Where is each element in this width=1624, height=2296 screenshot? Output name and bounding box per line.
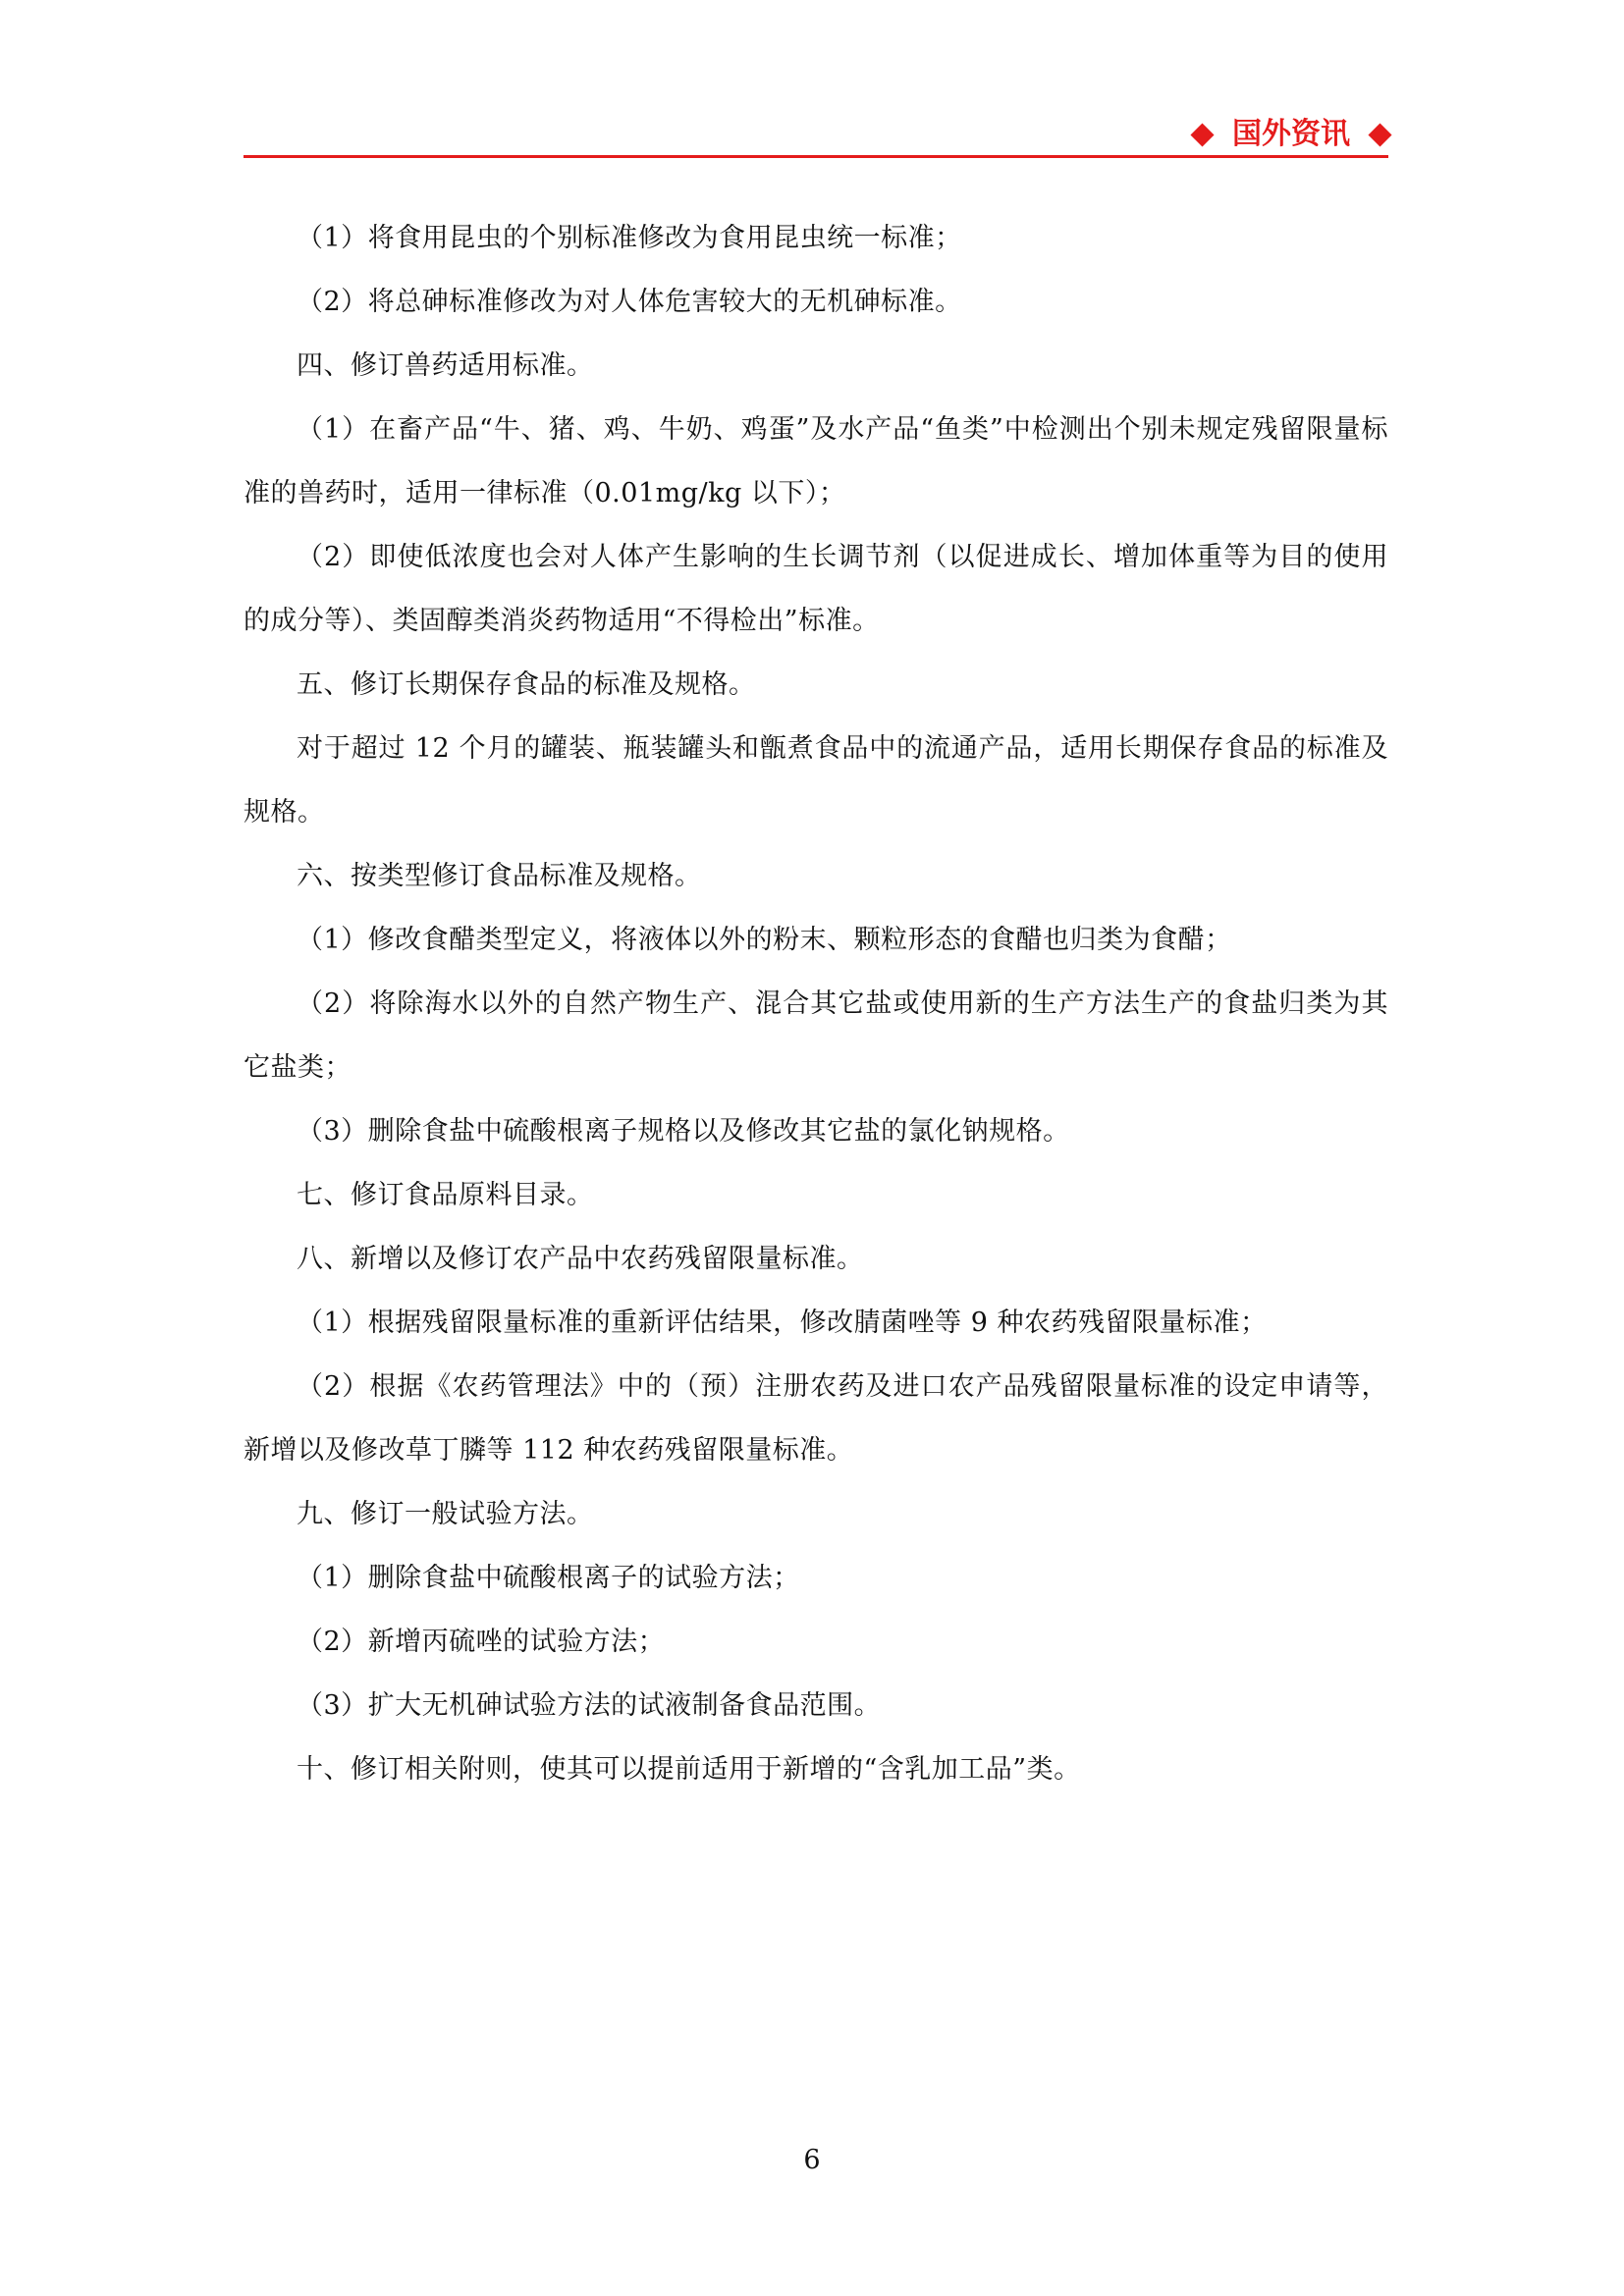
header-title-text: 国外资讯 bbox=[1232, 117, 1350, 151]
diamond-icon bbox=[1368, 123, 1391, 146]
paragraph: （1）根据残留限量标准的重新评估结果，修改腈菌唑等 9 种农药残留限量标准； bbox=[297, 1308, 1268, 1338]
paragraph: 对于超过 12 个月的罐装、瓶装罐头和甑煮食品中的流通产品，适用长期保存食品的标准及规格。 bbox=[244, 733, 1388, 828]
section-heading: 六、按类型修订食品标准及规格。 bbox=[297, 861, 702, 891]
paragraph: （1）在畜产品“牛、猪、鸡、牛奶、鸡蛋”及水产品“鱼类”中检测出个别未规定残留限量标准的兽药时，适用一律标准（0.01mg/kg 以下）； bbox=[244, 414, 1388, 508]
paragraph: （2）即使低浓度也会对人体产生影响的生长调节剂（以促进成长、增加体重等为目的使用的成分等）、类固醇类消炎药物适用“不得检出”标准。 bbox=[244, 542, 1388, 636]
paragraph: （2）新增丙硫唑的试验方法； bbox=[297, 1627, 666, 1657]
paragraph: （3）扩大无机砷试验方法的试液制备食品范围。 bbox=[297, 1690, 882, 1721]
document-body bbox=[244, 206, 1388, 1801]
header-divider bbox=[244, 155, 1388, 158]
paragraph: （1）删除食盐中硫酸根离子的试验方法； bbox=[297, 1563, 800, 1593]
paragraph: （3）删除食盐中硫酸根离子规格以及修改其它盐的氯化钠规格。 bbox=[297, 1116, 1070, 1147]
section-heading: 十、修订相关附则，使其可以提前适用于新增的“含乳加工品”类。 bbox=[297, 1754, 1081, 1785]
paragraph: （1）修改食醋类型定义，将液体以外的粉末、颗粒形态的食醋也归类为食醋； bbox=[297, 925, 1232, 955]
diamond-icon bbox=[1190, 123, 1214, 146]
paragraph: （2）将总砷标准修改为对人体危害较大的无机砷标准。 bbox=[297, 287, 962, 317]
header-section-label bbox=[1194, 118, 1388, 151]
paragraph: （2）根据《农药管理法》中的（预）注册农药及进口农产品残留限量标准的设定申请等，新增以及修改草丁膦等 112 种农药残留限量标准。 bbox=[244, 1371, 1388, 1466]
page-header bbox=[244, 110, 1388, 159]
section-heading: 八、新增以及修订农产品中农药残留限量标准。 bbox=[297, 1244, 864, 1274]
section-heading: 七、修订食品原料目录。 bbox=[297, 1180, 594, 1210]
paragraph: （2）将除海水以外的自然产物生产、混合其它盐或使用新的生产方法生产的食盐归类为其它盐类； bbox=[244, 988, 1388, 1083]
paragraph: （1）将食用昆虫的个别标准修改为食用昆虫统一标准； bbox=[297, 223, 962, 253]
page-number: 6 bbox=[803, 2145, 821, 2175]
section-heading: 五、修订长期保存食品的标准及规格。 bbox=[297, 669, 756, 700]
section-heading: 四、修订兽药适用标准。 bbox=[297, 350, 594, 381]
section-heading: 九、修订一般试验方法。 bbox=[297, 1499, 594, 1529]
